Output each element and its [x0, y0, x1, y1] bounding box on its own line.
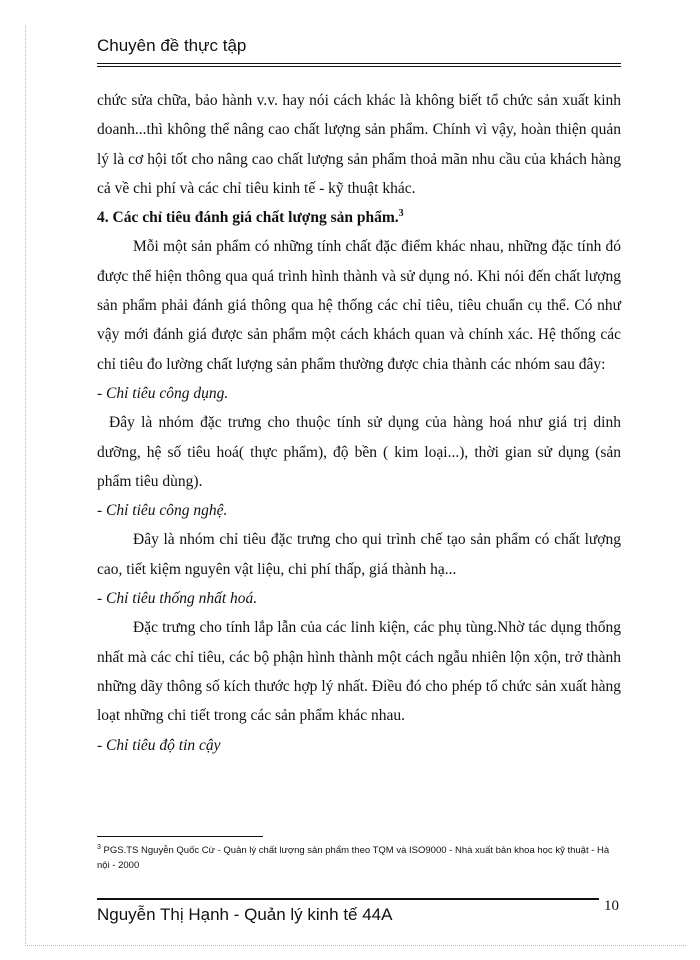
- header-rule: [97, 63, 621, 67]
- footnote-number: 3: [97, 843, 101, 851]
- section-heading: [97, 203, 621, 232]
- page-footer-author: Nguyễn Thị Hạnh - Quản lý kinh tế 44A: [97, 905, 393, 924]
- document-body: [97, 86, 621, 760]
- subheading-do-tin-cay: - Chỉ tiêu độ tin cậy: [97, 736, 221, 754]
- paragraph-2: Mỗi một sản phẩm có những tính chất đặc điểm khác nhau, những đặc tính đó được thể hiện thông qua quá trình hình thành và sử dụng nó. Khi nói đến chất lượng sản phẩm phải đánh giá thông qua hệ thống các chỉ tiêu, tiêu chuẩn cụ thể. Có như vậy mới đánh giá được sản phẩm một cách khách quan và chính xác. Hệ thống các chỉ tiêu đo lường chất lượng sản phẩm thường được chia thành các nhóm sau đây:: [97, 238, 621, 373]
- paragraph-1: chức sửa chữa, bảo hành v.v. hay nói cách khác là không biết tổ chức sản xuất kinh doanh...thì không thể nâng cao chất lượng sản phẩm. Chính vì vậy, hoàn thiện quản lý là cơ hội tốt cho nâng cao chất lượng sản phẩm thoả mãn nhu cầu của khách hàng cả về chi phí và các chỉ tiêu kinh tế - kỹ thuật khác.: [97, 92, 621, 197]
- paragraph-5: Đặc trưng cho tính lắp lẫn của các linh kiện, các phụ tùng.Nhờ tác dụng thống nhất mà các chỉ tiêu, các bộ phận hình thành một cách ngẫu nhiên lộn xộn, trở thành những dãy thông số kích thước hợp lý nhất. Điều đó cho phép tổ chức sản xuất hàng loạt những chi tiết trong các sản phẩm khác nhau.: [97, 619, 621, 725]
- paragraph-3: Đây là nhóm đặc trưng cho thuộc tính sử dụng của hàng hoá như giá trị dinh dưỡng, hệ số tiêu hoá( thực phẩm), độ bền ( kim loại...), thời gian sử dụng (sản phẩm tiêu dùng).: [97, 414, 621, 490]
- footnote-reference[interactable]: 3: [398, 208, 404, 220]
- footnote-separator: [97, 836, 263, 837]
- subheading-thong-nhat-hoa: - Chỉ tiêu thống nhất hoá.: [97, 590, 258, 608]
- paragraph-4: Đây là nhóm chỉ tiêu đặc trưng cho qui trình chế tạo sản phẩm có chất lượng cao, tiết kiệm nguyên vật liệu, chi phí thấp, giá thành hạ...: [97, 531, 621, 578]
- footnote-text: PGS.TS Nguyễn Quốc Cừ - Quản lý chất lượng sản phẩm theo TQM và ISO9000 - Nhà xuất bản khoa học kỹ thuật - Hà nội - 2000: [97, 845, 610, 871]
- footnote: [97, 843, 617, 873]
- footer-rule: [97, 898, 599, 900]
- section-heading-text: 4. Các chỉ tiêu đánh giá chất lượng sản phẩm.: [97, 209, 399, 227]
- page-number: 10: [604, 898, 619, 914]
- page-header-title: Chuyên đề thực tập: [97, 36, 247, 55]
- subheading-cong-dung: - Chỉ tiêu công dụng.: [97, 384, 229, 402]
- subheading-cong-nghe: - Chỉ tiêu công nghệ.: [97, 502, 228, 520]
